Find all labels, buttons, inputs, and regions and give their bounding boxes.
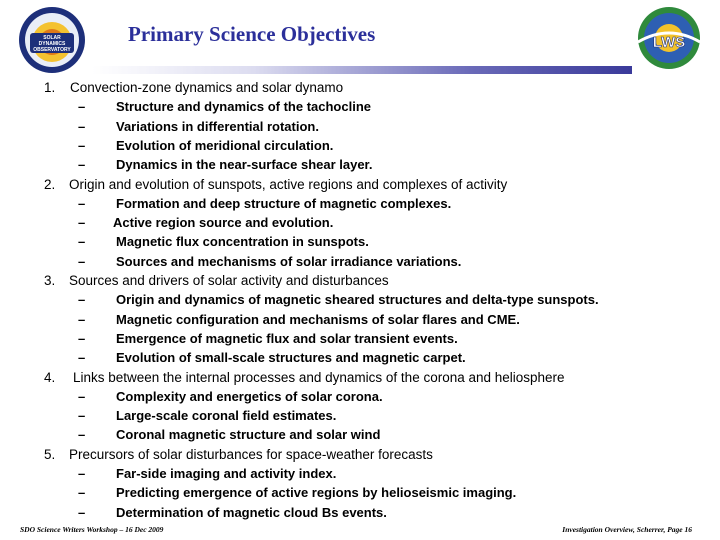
objective-subitem: Evolution of small-scale structures and magnetic carpet. [116, 350, 466, 366]
bullet-dash: – [78, 195, 86, 211]
bullet-dash: – [78, 253, 86, 269]
objective-subitem: Complexity and energetics of solar corona. [116, 388, 383, 404]
objective-heading: Sources and drivers of solar activity and disturbances [69, 273, 389, 288]
bullet-dash: – [78, 427, 86, 443]
bullet-dash: – [78, 330, 86, 346]
objective-subitem: Coronal magnetic structure and solar wind [116, 427, 381, 443]
objective-subitem: Formation and deep structure of magnetic complexes. [116, 195, 452, 211]
bullet-dash: – [78, 311, 86, 327]
objective-heading: Links between the internal processes and dynamics of the corona and heliosphere [73, 369, 565, 385]
bullet-dash: – [78, 137, 86, 153]
bullet-dash: – [78, 350, 86, 366]
bullet-dash: – [78, 485, 86, 501]
objective-number: 5. [44, 446, 56, 462]
bullet-dash: – [78, 292, 86, 308]
objective-heading: Origin and evolution of sunspots, active regions and complexes of activity [69, 176, 508, 192]
bullet-dash: – [78, 215, 86, 231]
objective-subitem: Large-scale coronal field estimates. [116, 408, 337, 424]
slide-title: Primary Science Objectives [128, 22, 376, 46]
sdo-logo-line-1: SOLAR [43, 35, 61, 41]
objective-number: 4. [44, 369, 56, 385]
objective-heading: Precursors of solar disturbances for space-weather forecasts [69, 446, 433, 462]
bullet-dash: – [78, 157, 86, 173]
objective-subitem: Sources and mechanisms of solar irradiance variations. [116, 253, 462, 269]
footer-right: Investigation Overview, Scherrer, Page 16 [562, 525, 692, 534]
bullet-dash: – [78, 466, 86, 481]
objective-subitem: Magnetic configuration and mechanisms of solar flares and CME. [116, 311, 520, 327]
title-divider [92, 66, 632, 74]
objective-subitem: Magnetic flux concentration in sunspots. [116, 234, 369, 250]
bullet-dash: – [78, 408, 86, 424]
bullet-dash: – [78, 388, 86, 404]
objective-subitem: Predicting emergence of active regions by helioseismic imaging. [116, 485, 517, 501]
objective-subitem: Determination of magnetic cloud Bs events. [116, 504, 387, 520]
bullet-dash: – [78, 118, 86, 134]
footer-left: SDO Science Writers Workshop – 16 Dec 2009 [20, 525, 164, 534]
objective-subitem: Evolution of meridional circulation. [116, 137, 334, 153]
objective-subitem: Structure and dynamics of the tachocline [116, 99, 371, 115]
objective-number: 2. [44, 176, 56, 192]
objective-subitem: Far-side imaging and activity index. [116, 466, 337, 481]
objective-subitem: Origin and dynamics of magnetic sheared structures and delta-type sunspots. [116, 292, 599, 308]
objective-heading: Convection-zone dynamics and solar dynamo [70, 80, 344, 95]
objective-subitem: Active region source and evolution. [113, 215, 334, 231]
bullet-dash: – [78, 99, 86, 115]
lws-logo [630, 2, 708, 74]
bullet-dash: – [78, 504, 86, 520]
sdo-logo-line-2: DYNAMICS [38, 41, 66, 47]
bullet-dash: – [78, 234, 86, 250]
objective-subitem: Variations in differential rotation. [116, 118, 319, 134]
sdo-logo-line-3: OBSERVATORY [33, 47, 71, 53]
sdo-logo [18, 6, 86, 74]
objective-number: 1. [44, 80, 56, 95]
lws-logo-text: LWS [652, 34, 686, 51]
objective-subitem: Emergence of magnetic flux and solar transient events. [116, 330, 458, 346]
objective-subitem: Dynamics in the near-surface shear layer. [116, 157, 373, 173]
objective-number: 3. [44, 273, 56, 288]
